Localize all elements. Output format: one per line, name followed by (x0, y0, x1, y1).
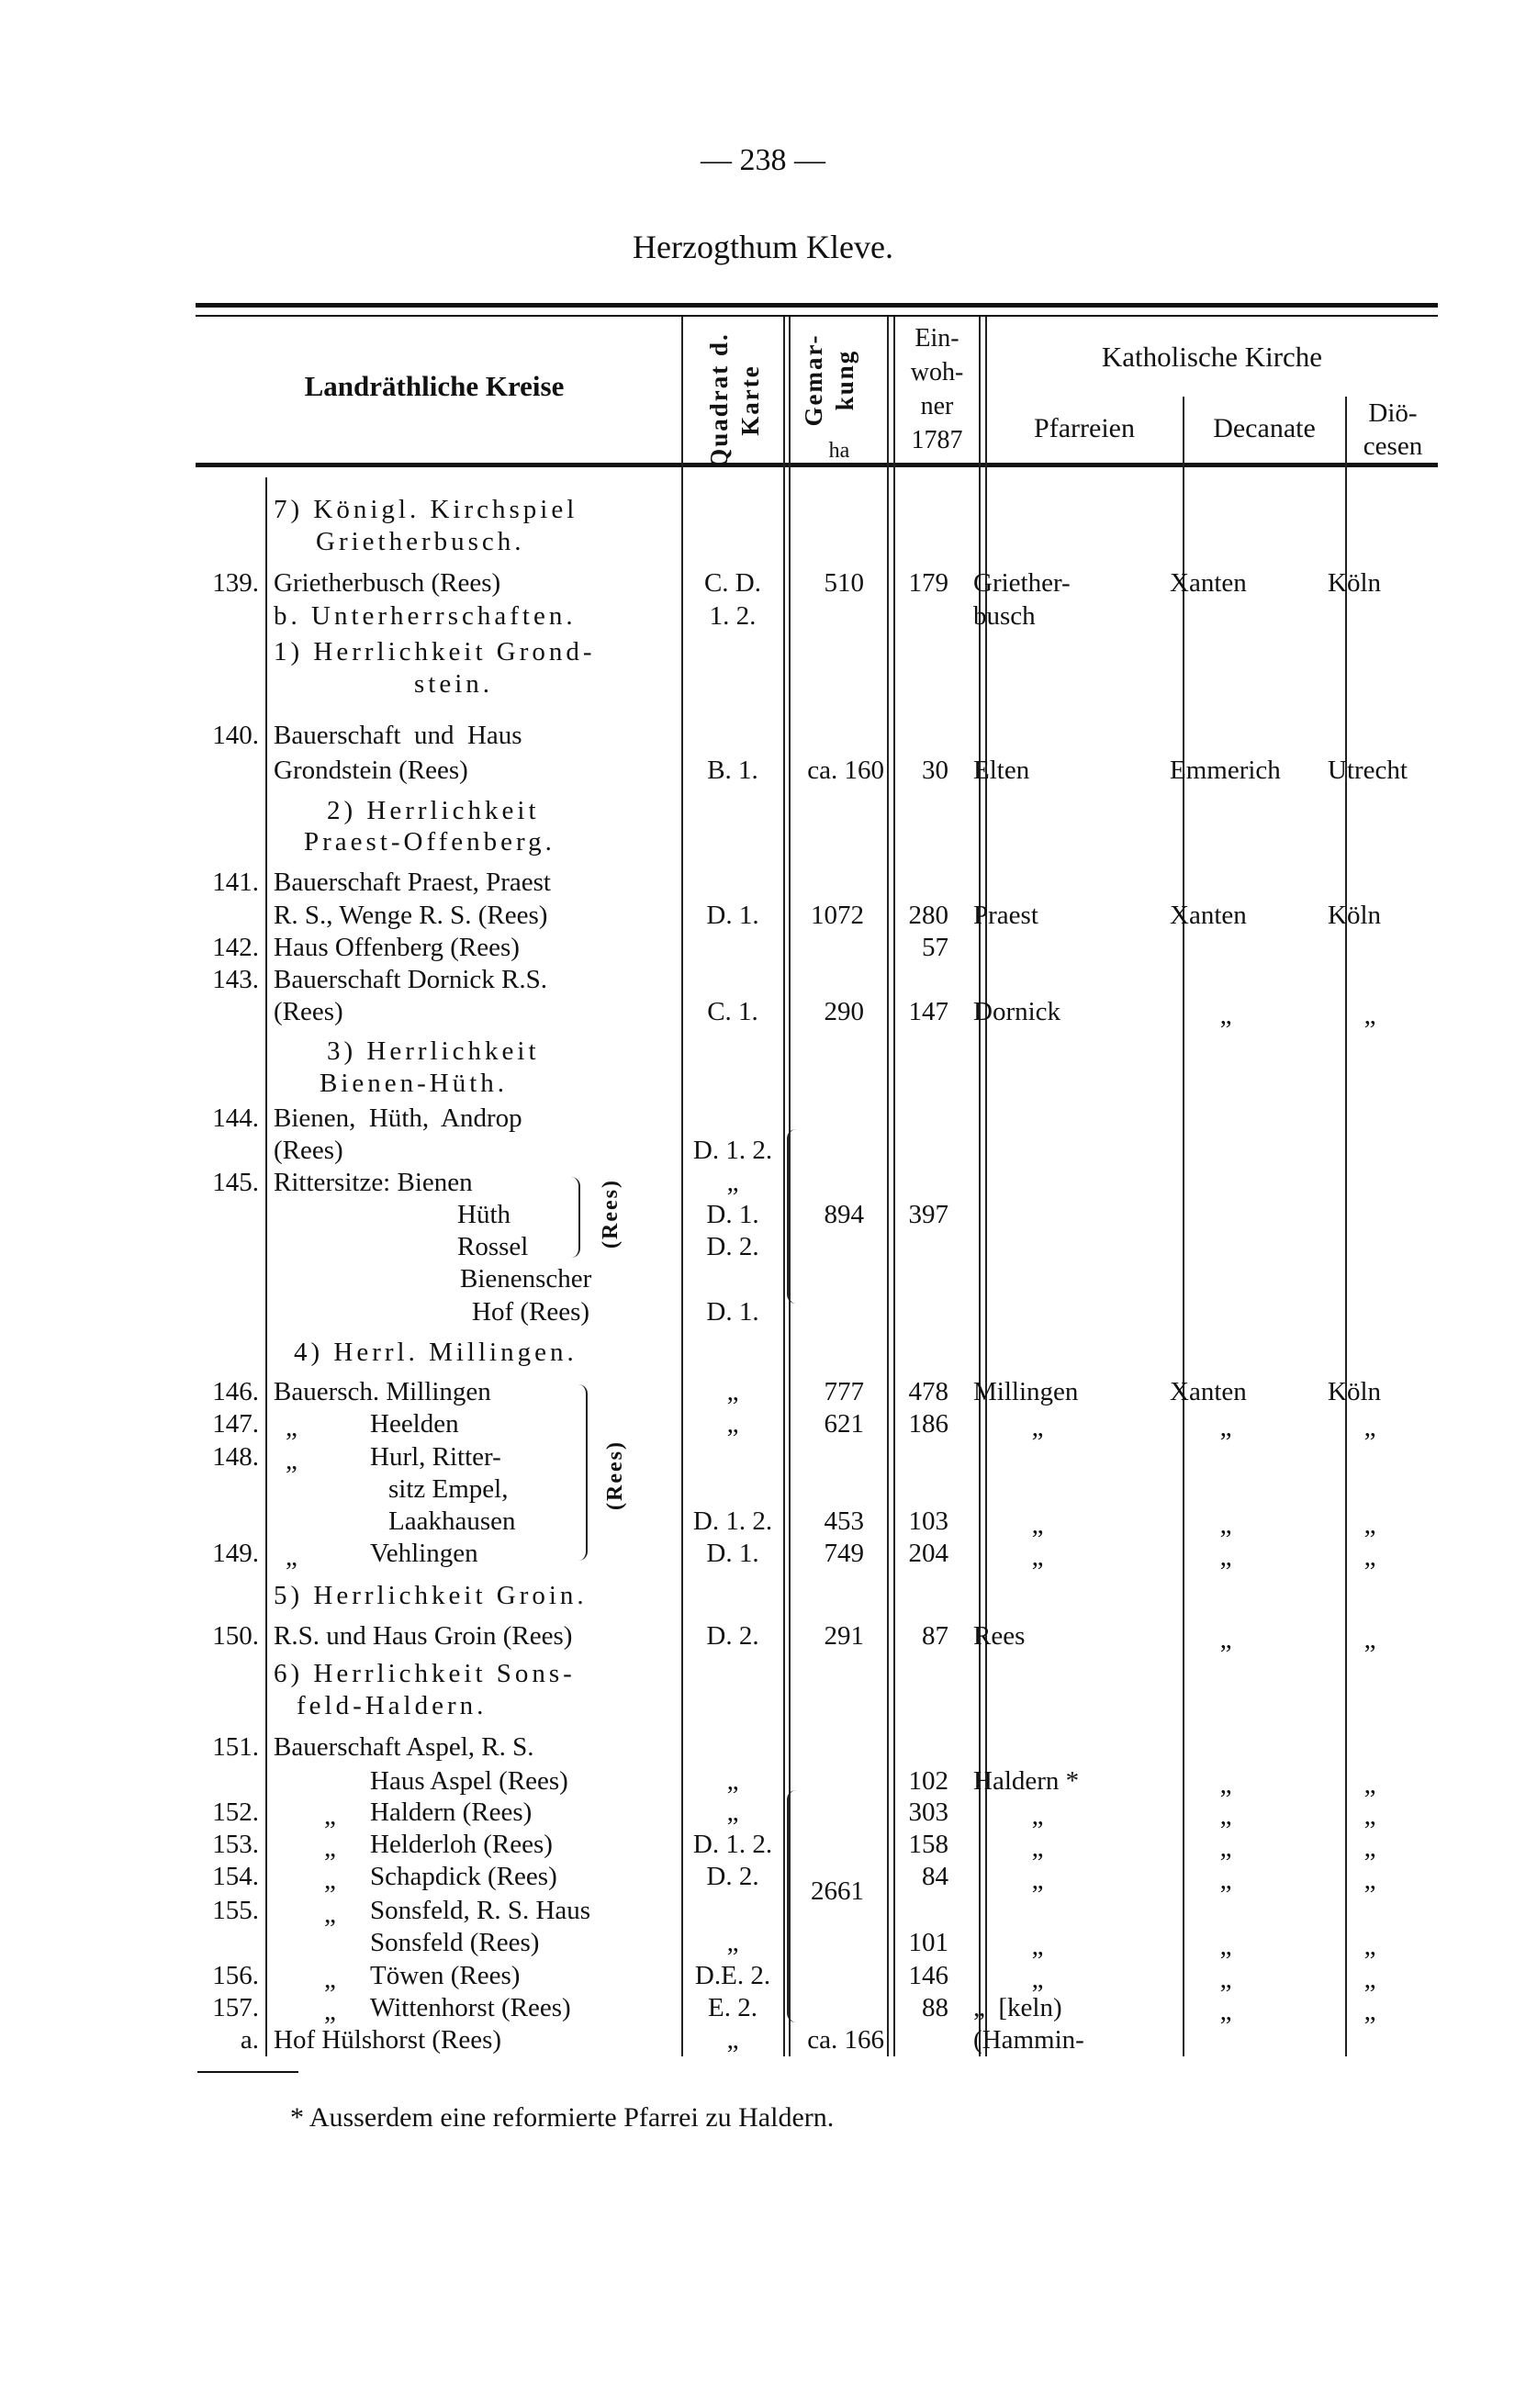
dioecese-cell: „ (1363, 1001, 1376, 1030)
place-name: Rittersitze: Bienen (274, 1168, 473, 1197)
decanat-cell: „ (1219, 1932, 1232, 1961)
quadrat-cell: D. 2. (706, 1621, 759, 1651)
row-number: 151. (212, 1732, 259, 1762)
einwohner-cell: 204 (908, 1539, 948, 1568)
page-title: Herzogthum Kleve. (633, 229, 893, 265)
decanat-cell: „ (1219, 1001, 1232, 1030)
dioecese-cell: Köln (1328, 901, 1381, 930)
dioecese-cell: „ (1363, 1997, 1376, 2026)
pfarrei-cell: „ (1031, 1865, 1044, 1895)
row-number: 141. (212, 868, 259, 897)
quadrat-cell: „ (726, 1766, 739, 1796)
place-name: Bienenscher (460, 1264, 592, 1294)
dioecese-cell: „ (1363, 1865, 1376, 1895)
top-rule (196, 303, 1438, 308)
decanat-cell: „ (1219, 1801, 1232, 1831)
decanat-cell: „ (1219, 1965, 1232, 1994)
place-name: Bauerschaft Dornick R.S. (274, 965, 547, 994)
header-kreise: Landräthliche Kreise (304, 370, 565, 402)
place-name: Sonsfeld, R. S. Haus (370, 1896, 591, 1925)
brace-894 (787, 1129, 796, 1304)
einwohner-cell: 397 (908, 1200, 948, 1229)
decanat-cell: Xanten (1170, 568, 1247, 598)
decanat-cell: „ (1219, 1997, 1232, 2026)
decanat-cell: Xanten (1170, 901, 1247, 930)
quadrat-cell: B. 1. (707, 756, 758, 785)
place-name: stein. (414, 669, 494, 699)
group-label-rees: (Rees) (599, 1179, 623, 1249)
dioecese-cell: „ (1363, 1542, 1376, 1572)
row-number: 156. (212, 1961, 259, 1990)
header-gemarkung-unit: ha (828, 439, 850, 463)
quadrat-cell: C. D. (703, 568, 762, 598)
row-number: 152. (212, 1798, 259, 1827)
quadrat-cell: D. 1. (706, 1297, 759, 1327)
gemarkung-cell: 291 (824, 1621, 864, 1651)
row-number: a. (240, 2025, 259, 2055)
place-name: Bauerschaft Praest, Praest (274, 868, 551, 897)
row-number: 148. (212, 1442, 259, 1472)
place-name: (Rees) (274, 1136, 343, 1165)
einwohner-cell: 280 (908, 901, 948, 930)
gemarkung-cell: ca. 160 (807, 756, 884, 785)
gemarkung-cell: ca. 166 (807, 2025, 884, 2055)
pfarrei-cell: Haldern * (973, 1766, 1080, 1796)
brace-2661 (787, 1790, 796, 2022)
header-gemarkung: Gemar- kung (800, 333, 858, 427)
dioecese-cell: „ (1363, 1413, 1376, 1442)
gemarkung-cell: 621 (824, 1409, 864, 1439)
ditto-mark: „ (286, 1413, 297, 1442)
dioecese-cell: Utrecht (1328, 756, 1408, 785)
header-dioecesen (1347, 397, 1439, 463)
ditto-mark: „ (324, 1801, 336, 1831)
header-decanate: Decanate (1213, 413, 1316, 443)
ditto-mark: „ (286, 1542, 297, 1572)
header-einwohner-line: Ein- (914, 324, 959, 353)
place-name: Hurl, Ritter- (370, 1442, 501, 1472)
gemarkung-cell: 777 (824, 1377, 864, 1406)
pfarrei-cell: „ (1031, 1510, 1044, 1540)
einwohner-cell: 146 (908, 1961, 948, 1990)
place-name: Rossel (457, 1232, 529, 1261)
place-name: Laakhausen (388, 1506, 516, 1536)
pfarrei-cell: „ (1031, 1801, 1044, 1831)
place-name: Heelden (370, 1409, 459, 1439)
place-name: 2) Herrlichkeit (327, 796, 540, 825)
place-name: Schapdick (Rees) (370, 1862, 557, 1891)
row-number: 154. (212, 1862, 259, 1891)
row-number: 144. (212, 1103, 259, 1133)
einwohner-cell: 88 (922, 1993, 948, 2022)
row-number: 147. (212, 1409, 259, 1439)
column-divider (265, 477, 267, 2056)
header-einwohner-line: 1787 (911, 426, 963, 454)
header-einwohner-line: woh- (910, 358, 964, 386)
quadrat-cell: E. 2. (708, 1993, 757, 2022)
place-name: R.S. und Haus Groin (Rees) (274, 1621, 573, 1651)
brace-rittersitze (571, 1177, 580, 1258)
quadrat-cell: D. 1. 2. (692, 1830, 773, 1859)
pfarrei-cell: Dornick (973, 997, 1061, 1026)
place-name: Hof (Rees) (472, 1297, 590, 1327)
einwohner-cell: 101 (908, 1928, 948, 1957)
quadrat-cell: C. 1. (707, 997, 758, 1026)
einwohner-cell: 87 (922, 1621, 948, 1651)
quadrat-cell: D. 1. (706, 1200, 759, 1229)
quadrat-cell: D. 1. (706, 1539, 759, 1568)
decanat-cell: „ (1219, 1833, 1232, 1863)
place-name: Grondstein (Rees) (274, 756, 468, 785)
einwohner-cell: 478 (908, 1377, 948, 1406)
gemarkung-cell: 1072 (811, 901, 864, 930)
place-name: 1) Herrlichkeit Grond- (274, 637, 596, 666)
place-name: Bauersch. Millingen (274, 1377, 491, 1406)
place-name: Bienen-Hüth. (320, 1069, 509, 1098)
decanat-cell: „ (1219, 1865, 1232, 1895)
gemarkung-cell: 510 (824, 568, 864, 598)
pfarrei-cell: „ (1031, 1965, 1044, 1994)
group-label-rees: (Rees) (603, 1440, 627, 1510)
place-name: b. Unterherrschaften. (274, 601, 577, 631)
ditto-mark: „ (324, 1833, 336, 1863)
quadrat-cell: D.E. 2. (694, 1961, 771, 1990)
header-kirche: Katholische Kirche (1101, 341, 1323, 373)
header-quadrat: Quadrat d. Karte (705, 332, 764, 468)
row-number: 143. (212, 965, 259, 994)
einwohner-cell: 186 (908, 1409, 948, 1439)
dioecese-cell: „ (1363, 1625, 1376, 1654)
einwohner-cell: 57 (922, 933, 948, 962)
ditto-mark: „ (286, 1446, 297, 1475)
place-name: Hüth (457, 1200, 511, 1229)
row-number: 140. (212, 721, 259, 750)
pfarrei-cell: Praest (973, 901, 1038, 930)
quadrat-cell: „ (726, 1928, 739, 1957)
decanat-cell: Xanten (1170, 1377, 1247, 1406)
gemarkung-cell: 453 (824, 1506, 864, 1536)
row-number: 153. (212, 1830, 259, 1859)
einwohner-cell: 303 (908, 1798, 948, 1827)
place-name: Grietherbusch. (316, 527, 525, 556)
quadrat-cell: „ (726, 1168, 739, 1197)
quadrat-cell: D. 2. (706, 1862, 759, 1891)
quadrat-cell: „ (726, 1409, 739, 1439)
footnote: * Ausserdem eine reformierte Pfarrei zu Haldern. (290, 2102, 835, 2133)
place-name: Haldern (Rees) (370, 1798, 533, 1827)
dioecese-cell: Köln (1328, 568, 1381, 598)
place-name: Wittenhorst (Rees) (370, 1993, 571, 2022)
einwohner-cell: 84 (922, 1862, 948, 1891)
ditto-mark: „ (324, 1899, 336, 1929)
place-name: (Rees) (274, 997, 343, 1026)
header-einwohner (895, 321, 979, 457)
dioecese-cell: „ (1363, 1833, 1376, 1863)
place-name: feld-Haldern. (297, 1691, 488, 1720)
row-number: 146. (212, 1377, 259, 1406)
ditto-mark: „ (324, 1865, 336, 1895)
einwohner-cell: 179 (908, 568, 948, 598)
header-pfarreien: Pfarreien (1034, 413, 1135, 443)
gemarkung-cell: 749 (824, 1539, 864, 1568)
row-number: 139. (212, 568, 259, 598)
place-name: sitz Empel, (388, 1474, 509, 1504)
decanat-cell: „ (1219, 1625, 1232, 1654)
header-einwohner-line: ner (920, 392, 954, 420)
place-name: 6) Herrlichkeit Sons- (274, 1659, 576, 1688)
place-name: Bauerschaft Aspel, R. S. (274, 1732, 534, 1762)
header-dioecesen-line: Diö- (1368, 398, 1418, 428)
ditto-mark: „ (324, 1997, 336, 2026)
dioecese-cell: Köln (1328, 1377, 1381, 1406)
decanat-cell: Emmerich (1170, 756, 1281, 785)
place-name: 4) Herrl. Millingen. (294, 1338, 578, 1367)
place-name: Haus Aspel (Rees) (370, 1766, 568, 1796)
quadrat-cell: „ (726, 1377, 739, 1406)
quadrat-cell: „ (726, 2025, 739, 2055)
column-divider (783, 317, 785, 2056)
pfarrei-cell: „ [keln) (973, 1993, 1062, 2022)
dioecese-cell: „ (1363, 1801, 1376, 1831)
pfarrei-cell: Rees (973, 1621, 1026, 1651)
quadrat-cell: D. 1. 2. (692, 1506, 773, 1536)
decanat-cell: „ (1219, 1770, 1232, 1799)
place-name: Haus Offenberg (Rees) (274, 933, 520, 962)
einwohner-cell: 147 (908, 997, 948, 1026)
pfarrei-cell: „ (1031, 1413, 1044, 1442)
pfarrei-cell: „ (1031, 1542, 1044, 1572)
pfarrei-cell: (Hammin- (973, 2025, 1084, 2055)
decanat-cell: „ (1219, 1510, 1232, 1540)
place-name: Praest-Offenberg. (304, 827, 555, 857)
decanat-cell: „ (1219, 1542, 1232, 1572)
place-name: Hof Hülshorst (Rees) (274, 2025, 502, 2055)
quadrat-cell: D. 2. (706, 1232, 759, 1261)
quadrat-cell: „ (726, 1798, 739, 1827)
gemarkung-cell: 2661 (811, 1876, 864, 1906)
dioecese-cell: „ (1363, 1932, 1376, 1961)
header-dioecesen-line: cesen (1363, 431, 1423, 461)
column-divider (887, 317, 889, 2056)
row-number: 145. (212, 1168, 259, 1197)
pfarrei-cell: „ (1031, 1932, 1044, 1961)
row-number: 142. (212, 933, 259, 962)
gemarkung-cell: 290 (824, 997, 864, 1026)
pfarrei-cell: Elten (973, 756, 1030, 785)
pfarrei-cell: busch (973, 601, 1036, 631)
brace-millingen (578, 1384, 588, 1561)
einwohner-cell: 102 (908, 1766, 948, 1796)
einwohner-cell: 103 (908, 1506, 948, 1536)
quadrat-cell: D. 1. 2. (692, 1136, 773, 1165)
place-name: Sonsfeld (Rees) (370, 1928, 540, 1957)
place-name: 5) Herrlichkeit Groin. (274, 1581, 588, 1610)
place-name: Töwen (Rees) (370, 1961, 521, 1990)
row-number: 149. (212, 1539, 259, 1568)
dioecese-cell: „ (1363, 1510, 1376, 1540)
einwohner-cell: 158 (908, 1830, 948, 1859)
pfarrei-cell: Millingen (973, 1377, 1079, 1406)
place-name: Bauerschaft und Haus (274, 721, 522, 750)
place-name: R. S., Wenge R. S. (Rees) (274, 901, 548, 930)
pfarrei-cell: „ (1031, 1833, 1044, 1863)
quadrat-cell: 1. 2. (709, 601, 757, 631)
ditto-mark: „ (324, 1965, 336, 1994)
page-number: — 238 — (701, 143, 825, 177)
quadrat-cell: D. 1. (706, 901, 759, 930)
row-number: 157. (212, 1993, 259, 2022)
row-number: 150. (212, 1621, 259, 1651)
place-name: Helderloh (Rees) (370, 1830, 553, 1859)
dioecese-cell: „ (1363, 1770, 1376, 1799)
decanat-cell: „ (1219, 1413, 1232, 1442)
place-name: Grietherbusch (Rees) (274, 568, 501, 598)
gemarkung-cell: 894 (824, 1200, 864, 1229)
place-name: Bienen, Hüth, Androp (274, 1103, 522, 1133)
row-number: 155. (212, 1896, 259, 1925)
place-name: Vehlingen (370, 1539, 478, 1568)
einwohner-cell: 30 (922, 756, 948, 785)
place-name: 7) Königl. Kirchspiel (274, 495, 578, 524)
footnote-rule (197, 2071, 298, 2073)
pfarrei-cell: Griether- (973, 568, 1071, 598)
place-name: 3) Herrlichkeit (327, 1036, 540, 1066)
dioecese-cell: „ (1363, 1965, 1376, 1994)
